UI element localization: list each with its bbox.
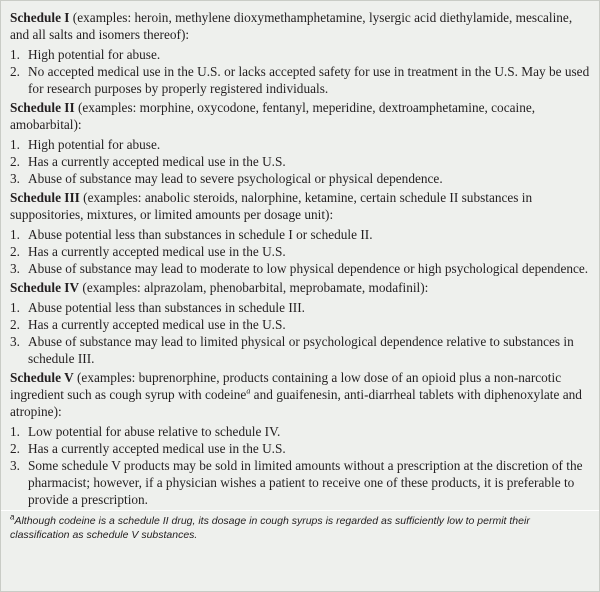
- list-item: [10, 457, 591, 508]
- item-text: High potential for abuse.: [28, 137, 161, 152]
- item-number: 1.: [10, 424, 20, 439]
- list-item: [10, 153, 591, 170]
- schedule-4: [10, 279, 591, 367]
- item-text: Abuse of substance may lead to severe psychological or physical dependence.: [28, 171, 443, 186]
- schedule-4-name: Schedule IV: [10, 280, 80, 295]
- schedule-1-criteria: [10, 46, 591, 97]
- item-number: 2.: [10, 64, 20, 79]
- schedule-2-heading: [10, 99, 591, 133]
- schedule-4-criteria: [10, 299, 591, 367]
- list-item: [10, 299, 591, 316]
- list-item: [10, 46, 591, 63]
- item-text: Has a currently accepted medical use in the U.S.: [28, 244, 286, 259]
- item-text: Abuse potential less than substances in schedule I or schedule II.: [28, 227, 373, 242]
- schedule-1: [10, 9, 591, 97]
- item-number: 3.: [10, 334, 20, 349]
- schedule-4-heading: [10, 279, 591, 296]
- list-item: [10, 243, 591, 260]
- item-number: 1.: [10, 47, 20, 62]
- item-text: Has a currently accepted medical use in the U.S.: [28, 441, 286, 456]
- item-text: Low potential for abuse relative to schedule IV.: [28, 424, 281, 439]
- list-item: [10, 136, 591, 153]
- schedule-5-heading: [10, 369, 591, 420]
- schedule-3: [10, 189, 591, 277]
- schedule-1-name: Schedule I: [10, 10, 70, 25]
- item-text: Abuse of substance may lead to limited physical or psychological dependence relative to substances in schedule III.: [28, 334, 574, 366]
- item-number: 1.: [10, 300, 20, 315]
- item-number: 3.: [10, 171, 20, 186]
- item-text: Abuse of substance may lead to moderate to low physical dependence or high psychological dependence.: [28, 261, 589, 276]
- footnote: [1, 511, 599, 542]
- list-item: [10, 316, 591, 333]
- item-number: 2.: [10, 244, 20, 259]
- list-item: [10, 423, 591, 440]
- schedule-3-heading: [10, 189, 591, 223]
- item-number: 1.: [10, 227, 20, 242]
- list-item: [10, 63, 591, 97]
- item-text: Has a currently accepted medical use in the U.S.: [28, 317, 286, 332]
- schedule-2: [10, 99, 591, 187]
- schedule-2-criteria: [10, 136, 591, 187]
- schedule-4-examples: (examples: alprazolam, phenobarbital, meprobamate, modafinil):: [79, 280, 429, 295]
- item-number: 2.: [10, 154, 20, 169]
- item-text: Has a currently accepted medical use in the U.S.: [28, 154, 286, 169]
- schedule-5-criteria: [10, 423, 591, 508]
- item-text: No accepted medical use in the U.S. or lacks accepted safety for use in treatment in the U.S. May be used for research purposes by properly registered individuals.: [28, 64, 590, 96]
- schedule-3-examples: (examples: anabolic steroids, nalorphine, ketamine, certain schedule II substances in suppositories, mixtures, or limited amounts per dosage unit):: [10, 190, 533, 222]
- list-item: [10, 260, 591, 277]
- item-number: 2.: [10, 441, 20, 456]
- list-item: [10, 170, 591, 187]
- footnote-marker: a: [246, 386, 251, 396]
- schedule-1-heading: [10, 9, 591, 43]
- schedule-5-examples-before: (examples: buprenorphine, products containing a low dose of an opioid plus a non-narcotic ingredient such as cough syrup with codeine: [10, 370, 562, 402]
- schedule-3-criteria: [10, 226, 591, 277]
- item-number: 3.: [10, 261, 20, 276]
- schedule-5: [10, 369, 591, 508]
- schedule-3-name: Schedule III: [10, 190, 80, 205]
- list-item: [10, 333, 591, 367]
- schedule-5-name: Schedule V: [10, 370, 74, 385]
- schedule-1-examples: (examples: heroin, methylene dioxymethamphetamine, lysergic acid diethylamide, mescaline, and all salts and isomers thereof):: [10, 10, 573, 42]
- item-text: High potential for abuse.: [28, 47, 161, 62]
- footnote-text: Although codeine is a schedule II drug, its dosage in cough syrups is regarded as sufficiently low to permit their classification as schedule V substances.: [10, 515, 530, 541]
- item-text: Abuse potential less than substances in schedule III.: [28, 300, 305, 315]
- list-item: [10, 226, 591, 243]
- list-item: [10, 440, 591, 457]
- item-number: 1.: [10, 137, 20, 152]
- schedules-body: [1, 1, 599, 508]
- item-text: Some schedule V products may be sold in limited amounts without a prescription at the discretion of the pharmacist; however, if a physician wishes a patient to receive one of these products, it is preferable to provide a prescription.: [28, 458, 583, 507]
- item-number: 3.: [10, 458, 20, 473]
- schedule-2-name: Schedule II: [10, 100, 75, 115]
- schedule-2-examples: (examples: morphine, oxycodone, fentanyl, meperidine, dextroamphetamine, cocaine, amobarbital):: [10, 100, 536, 132]
- schedule-5-examples-after: and guaifenesin, anti-diarrheal tablets with diphenoxylate and atropine):: [10, 387, 582, 419]
- footnote-marker: a: [10, 512, 15, 522]
- item-number: 2.: [10, 317, 20, 332]
